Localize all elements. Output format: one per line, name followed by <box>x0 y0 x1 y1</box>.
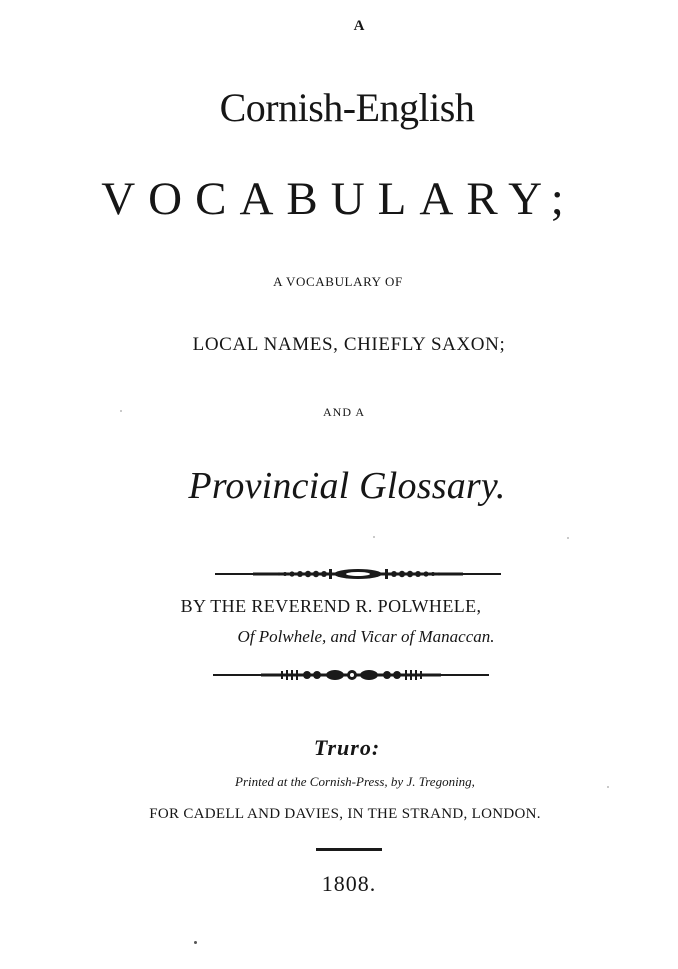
paper-speck <box>120 410 122 412</box>
publication-year: 1808. <box>321 871 377 896</box>
book-title-vocabulary: VOCABULARY; <box>101 173 577 225</box>
title-article: A <box>353 18 365 34</box>
conjunction-line: AND A <box>322 405 365 419</box>
book-title: Cornish-English <box>219 85 475 130</box>
paper-speck <box>607 786 609 788</box>
author-description: Of Polwhele, and Vicar of Manaccan. <box>237 627 495 646</box>
paper-speck <box>567 537 569 539</box>
place-of-printing: Truro: <box>313 735 381 760</box>
paper-speck <box>373 536 375 538</box>
author-line: BY THE REVEREND R. POLWHELE, <box>180 596 482 616</box>
provincial-glossary-title: Provincial Glossary. <box>188 465 506 507</box>
publisher-line: FOR CADELL AND DAVIES, IN THE STRAND, LONDON. <box>149 806 541 822</box>
short-rule <box>316 848 382 851</box>
ornament-rule-upper <box>213 566 503 582</box>
paper-speck <box>194 941 197 944</box>
subtitle-line-1: A VOCABULARY OF <box>273 274 403 289</box>
printer-line: Printed at the Cornish-Press, by J. Tregoning, <box>235 774 475 789</box>
ornament-rule-lower <box>211 668 491 682</box>
subtitle-line-2: LOCAL NAMES, CHIEFLY SAXON; <box>192 334 506 355</box>
